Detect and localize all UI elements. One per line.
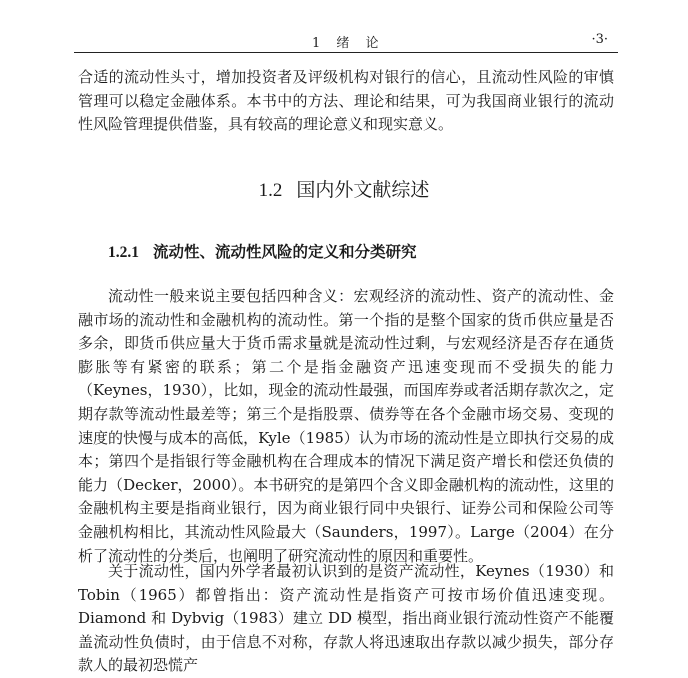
intro-paragraph: 合适的流动性头寸，增加投资者及评级机构对银行的信心，且流动性风险的审慎管理可以稳定金融体系。本书中的方法、理论和结果，可为我国商业银行的流动性风险管理提供借鉴，具有较高的理论意义和现实意义。 [78, 68, 614, 134]
subsection-title-text: 流动性、流动性风险的定义和分类研究 [153, 243, 417, 261]
section-heading [0, 175, 688, 202]
subsection-heading [108, 240, 417, 262]
section-number: 1.2 [258, 180, 283, 201]
running-header [74, 32, 614, 50]
definition-paragraph: 流动性一般来说主要包括四种含义：宏观经济的流动性、资产的流动性、金融市场的流动性和金融机构的流动性。第一个指的是整个国家的货币供应量是否多余，即货币供应量大于货币需求量就是流动性过剩，与宏观经济是否存在通货膨胀等有紧密的联系；第二个是指金融资产迅速变现而不受损失的能力（Keynes，1930），比如，现金的流动性最强，而国库券或者活期存款次之，定期存款等流动性最差等；第三个是指股票、债券等在各个金融市场交易、变现的速度的快慢与成本的高低，Kyle（1985）认为市场的流动性是立即执行交易的成本；第四个是指银行等金融机构在合理成本的情况下满足资产增长和偿还负债的能力（Decker，2000）。本书研究的是第四个含义即金融机构的流动性，这里的金融机构主要是指商业银行，因为商业银行同中央银行、证券公司和保险公司等金融机构相比，其流动性风险最大（Saunders，1997）。Large（2004）在分析了流动性的分类后，也阐明了研究流动性的原因和重要性。 [78, 287, 614, 565]
subsection-number: 1.2.1 [108, 244, 139, 261]
chapter-label: 1 绪 论 [312, 36, 385, 51]
asset-liquidity-paragraph: 关于流动性，国内外学者最初认识到的是资产流动性，Keynes（1930）和 Tobin（1965）都曾指出：资产流动性是指资产可按市场价值迅速变现。Diamond 和 Dybvig（1983）建立 DD 模型，指出商业银行流动性资产不能覆盖流动性负债时，由于信息不对称，存款人将迅速取出存款以减少损失，部分存款人的最初恐慌产 [78, 562, 614, 675]
header-rule [74, 52, 618, 53]
page-number: ·3· [591, 32, 608, 47]
section-title-text: 国内外文献综述 [296, 179, 430, 201]
